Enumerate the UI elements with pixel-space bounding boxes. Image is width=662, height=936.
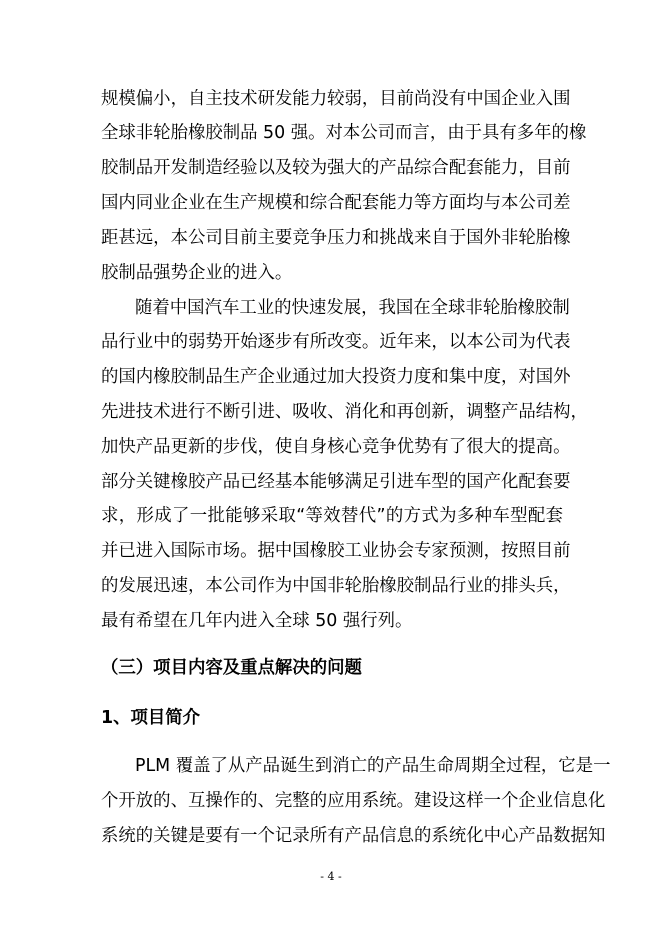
para1-line-5: 距甚远，本公司目前主要竞争压力和挑战来自于国外非轮胎橡 [101,228,571,248]
para2-line-9: 的发展迅速，本公司作为中国非轮胎橡胶制品行业的排头兵， [101,576,571,596]
para3-line-2: 个开放的、互操作的、完整的应用系统。建设这样一个企业信息化 [101,791,606,811]
para2-line-1: 随着中国汽车工业的快速发展，我国在全球非轮胎橡胶制 [135,298,570,318]
page-number: - 4 - [320,870,342,883]
section-heading: （三）项目内容及重点解决的问题 [101,658,362,678]
para1-line-2: 全球非轮胎橡胶制品 50 强。对本公司而言，由于具有多年的橡 [101,123,587,143]
para2-line-2: 品行业中的弱势开始逐步有所改变。近年来，以本公司为代表 [101,332,571,352]
para2-line-8: 并已进入国际市场。据中国橡胶工业协会专家预测，按照目前 [101,541,571,561]
para2-line-3: 的国内橡胶制品生产企业通过加大投资力度和集中度，对国外 [101,367,571,387]
para3-line-3: 系统的关键是要有一个记录所有产品信息的系统化中心产品数据知 [101,826,606,846]
subsection-heading: 1、项目简介 [101,708,201,728]
para2-line-6: 部分关键橡胶产品已经基本能够满足引进车型的国产化配套要 [101,472,571,492]
para2-line-4: 先进技术进行不断引进、吸收、消化和再创新，调整产品结构， [101,402,588,422]
para1-line-1: 规模偏小，自主技术研发能力较弱，目前尚没有中国企业入围 [101,89,571,109]
para2-line-10: 最有希望在几年内进入全球 50 强行列。 [101,611,413,631]
para1-line-3: 胶制品开发制造经验以及较为强大的产品综合配套能力，目前 [101,158,571,178]
para2-line-5: 加快产品更新的步伐，使自身核心竞争优势有了很大的提高。 [101,437,571,457]
para3-line-1: PLM 覆盖了从产品诞生到消亡的产品生命周期全过程，它是一 [135,756,611,776]
para1-line-6: 胶制品强势企业的进入。 [101,263,293,283]
para2-line-7: 求，形成了一批能够采取“等效替代”的方式为多种车型配套 [101,506,563,526]
para1-line-4: 国内同业企业在生产规模和综合配套能力等方面均与本公司差 [101,193,571,213]
